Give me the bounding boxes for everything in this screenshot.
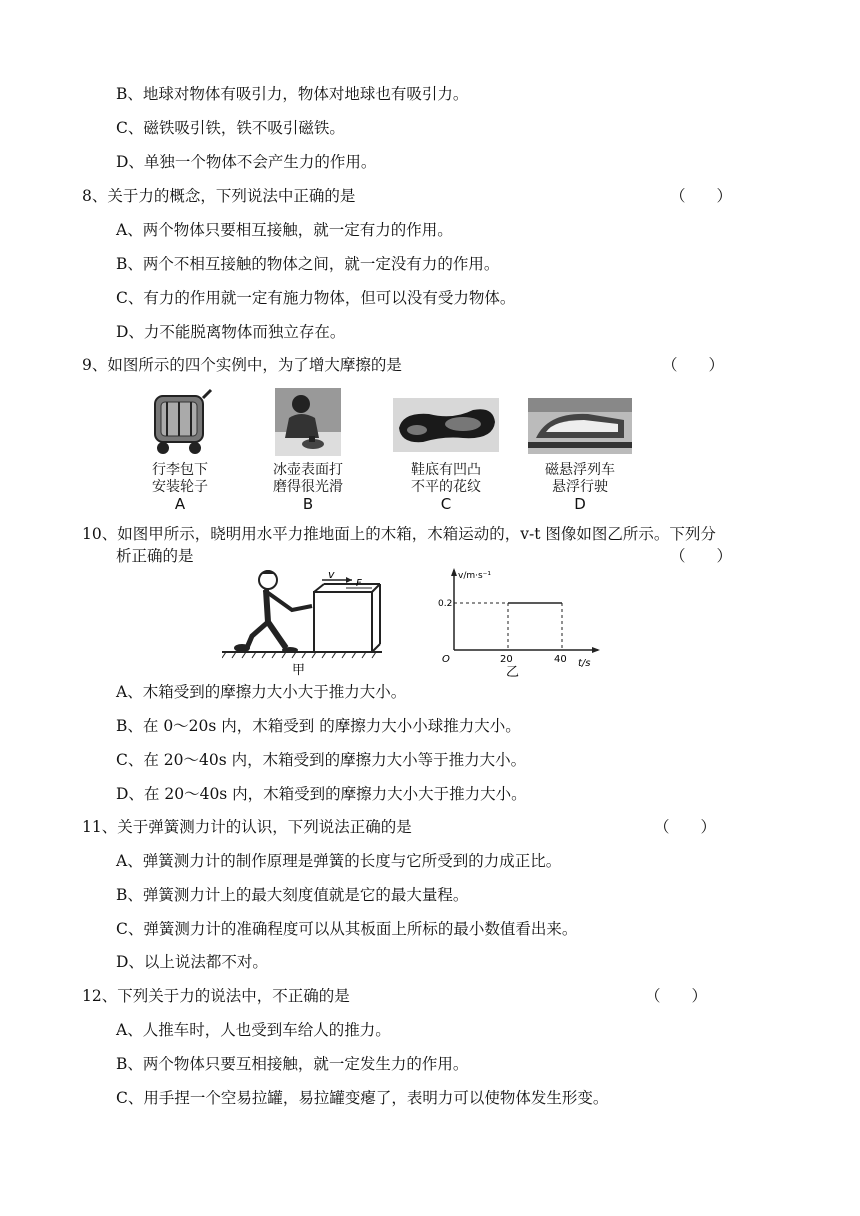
q11-option-d: D、以上说法都不对。 <box>116 953 268 971</box>
q10-option-b: B、在 0～20s 内，木箱受到 的摩擦力大小小球推力大小。 <box>116 717 521 735</box>
q12-option-c: C、用手捏一个空易拉罐，易拉罐变瘪了，表明力可以使物体发生形变。 <box>116 1089 609 1107</box>
q10-option-c: C、在 20～40s 内，木箱受到的摩擦力大小等于推力大小。 <box>116 751 527 769</box>
fig10-vt-graph <box>438 566 608 682</box>
q11-option-a: A、弹簧测力计的制作原理是弹簧的长度与它所受到的力成正比。 <box>116 852 562 870</box>
q11-option-c: C、弹簧测力计的准确程度可以从其板面上所标的最小数值看出来。 <box>116 920 578 938</box>
question-8: 8、关于力的概念，下列说法中正确的是 <box>82 187 356 205</box>
question-10: 10、如图甲所示，晓明用水平力推地面上的木箱，木箱运动的，v-t 图像如图乙所示。下列分 <box>82 525 716 543</box>
fig10-y-tick: 0.2 <box>438 599 453 609</box>
q10-option-d: D、在 20～40s 内，木箱受到的摩擦力大小大于推力大小。 <box>116 785 527 803</box>
question-12: 12、下列关于力的说法中，不正确的是 <box>82 987 350 1005</box>
fig9-letter-a: A <box>174 495 186 513</box>
fig10-v-label: v <box>328 568 335 581</box>
q11-option-b: B、弹簧测力计上的最大刻度值就是它的最大量程。 <box>116 886 469 904</box>
q8-option-b: B、两个不相互接触的物体之间，就一定没有力的作用。 <box>116 255 500 273</box>
fig9-image-d <box>528 398 632 458</box>
fig9-letter-c: C <box>440 495 452 513</box>
question-11: 11、关于弹簧测力计的认识，下列说法正确的是 <box>82 818 412 836</box>
question-10-cont: 析正确的是 <box>116 547 194 565</box>
fig9-caption-b: 冰壶表面打 磨得很光滑 <box>273 462 343 495</box>
question-9: 9、如图所示的四个实例中，为了增大摩擦的是 <box>82 356 402 374</box>
q12-option-b: B、两个物体只要互相接触，就一定发生力的作用。 <box>116 1055 469 1073</box>
q7-option-c: C、磁铁吸引铁，铁不吸引磁铁。 <box>116 119 345 137</box>
q8-option-d: D、力不能脱离物体而独立存在。 <box>116 323 346 341</box>
fig9-caption-d: 磁悬浮列车 悬浮行驶 <box>545 462 615 495</box>
q10-option-a: A、木箱受到的摩擦力大小大于推力大小。 <box>116 683 407 701</box>
fig9-caption-c: 鞋底有凹凸 不平的花纹 <box>411 462 481 495</box>
fig10-x-tick-20: 20 <box>500 654 513 665</box>
fig10-jia-label: 甲 <box>292 663 306 678</box>
fig9-image-a <box>145 388 215 460</box>
fig10-y-axis-label: v/m·s⁻¹ <box>458 571 492 581</box>
fig10-push-diagram <box>222 566 422 682</box>
fig9-caption-a: 行李包下 安装轮子 <box>152 462 208 495</box>
answer-bracket-10: （ ） <box>670 547 733 565</box>
q8-option-c: C、有力的作用就一定有施力物体，但可以没有受力物体。 <box>116 289 516 307</box>
fig9-image-c <box>393 398 499 456</box>
answer-bracket-12: （ ） <box>645 987 708 1005</box>
answer-bracket-8: （ ） <box>670 187 733 205</box>
fig10-x-axis-label: t/s <box>578 658 591 669</box>
q7-option-d: D、单独一个物体不会产生力的作用。 <box>116 153 377 171</box>
q7-option-b: B、地球对物体有吸引力，物体对地球也有吸引力。 <box>116 85 469 103</box>
fig9-letter-d: D <box>574 495 586 513</box>
q12-option-a: A、人推车时，人也受到车给人的推力。 <box>116 1021 391 1039</box>
fig9-image-b <box>275 388 341 460</box>
fig10-yi-label: 乙 <box>506 665 520 678</box>
answer-bracket-9: （ ） <box>662 356 725 374</box>
fig10-origin-label: O <box>442 654 450 665</box>
fig10-x-tick-40: 40 <box>554 654 567 665</box>
fig9-letter-b: B <box>302 495 314 513</box>
answer-bracket-11: （ ） <box>654 818 717 836</box>
fig10-f-label: F <box>356 578 362 589</box>
q8-option-a: A、两个物体只要相互接触，就一定有力的作用。 <box>116 221 453 239</box>
